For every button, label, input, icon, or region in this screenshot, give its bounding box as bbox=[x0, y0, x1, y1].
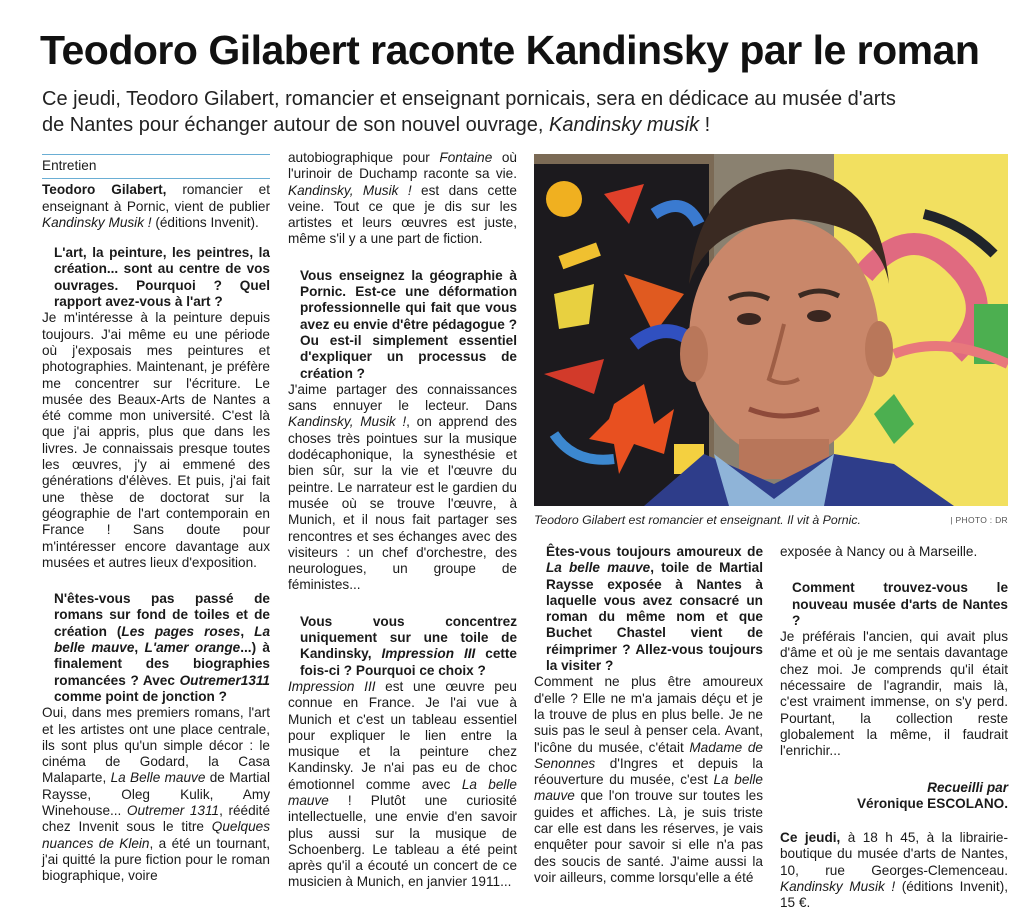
question-4 bbox=[288, 614, 517, 679]
signature bbox=[780, 780, 1008, 813]
text: , a été un tournant, j'ai quitté la pure fiction pour le roman biographique, voire bbox=[42, 835, 271, 884]
book-title: Impression III bbox=[288, 678, 376, 694]
photo-caption: Teodoro Gilabert est romancier et enseignant. Il vit à Pornic. bbox=[534, 513, 861, 527]
book-title: La belle mauve bbox=[288, 776, 517, 808]
book-title: La belle mauve bbox=[546, 560, 651, 576]
book-title: Kandinsky, Musik ! bbox=[288, 182, 412, 198]
question-6: Comment trouvez-vous le nouveau musée d'arts de Nantes ? bbox=[792, 580, 1008, 628]
answer-6: Je préférais l'ancien, qui avait plus d'âme et où je me sentais davantage chez moi. Je comprends qu'il était nécessaire de l'agrandir, mais là, c'est vraiment immense, on s'y perd. Pourtant, la collection reste globalement la même, il faudrait l'enrichir... bbox=[780, 629, 1008, 759]
text: est dans cette veine. Tout ce que je dis sur les artistes et leurs œuvres est juste, même s'il y a une part de fiction. bbox=[288, 182, 517, 247]
question-2 bbox=[42, 591, 270, 705]
book-title: Kandinsky musik bbox=[549, 114, 700, 136]
text: de Martial Raysse, Oleg Kulik, Amy Winehouse... bbox=[42, 770, 270, 818]
column-2 bbox=[288, 150, 517, 891]
text: ! Plutôt une curiosité intellectuelle, une envie d'en savoir plus aussi sur la musique de Schoenberg. Le tableau a été peint après qu'il a écouté un concert de ce musicien à Munich, en janvier 1911... bbox=[288, 792, 517, 890]
text: , bbox=[240, 623, 255, 639]
signature-name: Véronique ESCOLANO. bbox=[856, 795, 1008, 811]
standfirst-line-1: Ce jeudi, Teodoro Gilabert, romancier et enseignant pornicais, sera en dédicace au musée d'arts bbox=[42, 88, 896, 110]
answer-3 bbox=[288, 382, 517, 594]
question-5 bbox=[534, 544, 763, 674]
standfirst-text: de Nantes pour échanger autour de son nouvel ouvrage, bbox=[42, 114, 550, 136]
text: est une œuvre peu connue en France. Je l'ai vue à Munich et c'est un tableau essentiel pour expliquer le lien entre la musique et la peinture chez Kandinsky. Je n'ai pas eu de choc émotionnel comme avec bbox=[288, 678, 517, 792]
book-title: Kandinsky Musik ! bbox=[780, 879, 896, 895]
book-title: Kandinsky Musik ! bbox=[42, 214, 152, 230]
text: , on apprend des choses très pointues sur la musique dodécaphonique, la synesthésie et bien sûr, sur la vie et l'œuvre du peintre. Le narrateur est le gardien du musée où se trouve l'œuvre, à Munich, et il nous fait partager ses rencontres et ses échanges avec des visiteurs : un chef d'orchestre, des neurologues, un groupe de féministes... bbox=[288, 414, 517, 593]
answer-2-continued bbox=[288, 150, 517, 248]
book-title: La belle mauve bbox=[534, 772, 763, 804]
standfirst bbox=[42, 86, 1002, 138]
photo-credit: | PHOTO : DR bbox=[950, 515, 1008, 525]
text: Oui, dans mes premiers romans, l'art et les artistes ont une place centrale, ils sont plus qu'un simple décor : le cinéma de Godard, la Casa Malaparte, bbox=[42, 705, 270, 786]
book-title: Impression III bbox=[381, 646, 476, 662]
answer-4 bbox=[288, 679, 517, 891]
text: N'êtes-vous pas passé de romans sur fond de toiles et de création ( bbox=[54, 591, 270, 639]
event-date: Ce jeudi, bbox=[780, 830, 841, 846]
text: , réédité chez Invenit sous le titre bbox=[42, 802, 271, 835]
answer-2 bbox=[42, 705, 270, 884]
text: autobiographique pour bbox=[288, 150, 440, 165]
answer-1: Je m'intéresse à la peinture depuis toujours. J'ai même eu une période où j'exposais mes peintures et photographies. Maintenant, je préfère me concentrer sur l'écriture. Le musée des Beaux-Arts de Nantes a été comme mon université. C'est là que j'ai appris, plus que dans les livres. Je connaissais presque toutes les œuvres, j'y ai emmené des générations d'élèves. Et puis, j'ai fait une thèse de doctorat sur la géographie de l'art contemporain en France ! Sans doute pour m'intéresser encore davantage aux musées et autres lieux d'exposition. bbox=[42, 310, 270, 570]
book-title: Kandinsky, Musik ! bbox=[288, 414, 407, 430]
event-info bbox=[780, 830, 1008, 911]
text: comme point de jonction ? bbox=[54, 688, 227, 704]
text: (éditions Invenit). bbox=[151, 214, 259, 230]
text: Êtes-vous toujours amoureux de bbox=[546, 544, 763, 559]
text: d'Ingres et depuis la réouverture du musée, c'est bbox=[534, 755, 763, 788]
column-4 bbox=[780, 544, 1008, 912]
book-title: Les pages roses bbox=[121, 623, 241, 639]
text: cette fois-ci ? Pourquoi ce choix ? bbox=[300, 646, 517, 678]
text: , bbox=[134, 640, 145, 656]
author-name: Teodoro Gilabert, bbox=[42, 182, 167, 198]
text: romancier et enseignant à Pornic, vient de publier bbox=[42, 182, 271, 214]
answer-5 bbox=[534, 674, 763, 886]
text: Vous vous concentrez uniquement sur une toile de Kandinsky, bbox=[300, 613, 517, 662]
text: Comment ne plus être amoureux d'elle ? Elle ne m'a jamais déçu et je la trouve de plus en plus belle. Je ne suis pas le seul à penser cela. Avant, l'icône du musée, c'était bbox=[534, 674, 763, 755]
answer-5-continued: exposée à Nancy ou à Marseille. bbox=[780, 544, 978, 559]
standfirst-line-2 bbox=[42, 112, 1002, 138]
book-title: Quelques nuances de Klein bbox=[42, 819, 270, 851]
standfirst-text: ! bbox=[699, 114, 711, 136]
column-1 bbox=[42, 154, 270, 884]
text: J'aime partager des connaissances sans ennuyer le lecteur. Dans bbox=[288, 381, 517, 414]
signature-line: Recueilli par bbox=[927, 779, 1008, 795]
headline: Teodoro Gilabert raconte Kandinsky par le roman bbox=[40, 27, 980, 73]
book-title: Fontaine bbox=[439, 150, 493, 165]
portrait-illustration bbox=[534, 154, 1008, 506]
book-title: Outremer 1311 bbox=[126, 802, 220, 818]
text: où l'urinoir de Duchamp raconte sa vie. bbox=[288, 150, 517, 182]
question-1: L'art, la peinture, les peintres, la création... sont au centre de vos ouvrages. Pourquoi ? Quel rapport avez-vous à l'art ? bbox=[54, 245, 270, 310]
text: à 18 h 45, à la librairie-boutique du musée d'arts de Nantes, 10, rue Georges-Clemenceau. bbox=[780, 830, 1008, 878]
text: , toile de Martial Raysse exposée à Nantes à laquelle vous avez consacré un roman du même nom et que Buchet Chastel vient de réimprimer ? Allez-vous toujours la visiter ? bbox=[546, 560, 763, 674]
text: que l'on trouve sur toutes les guides et affiches. Là, je suis triste car elle est dans les réserves, je vais enquêter pour savoir si elle n'a pas des soucis de santé. J'aime aussi la voir ailleurs, comme lorsqu'elle a été bbox=[534, 788, 763, 885]
book-title: Madame de Senonnes bbox=[534, 739, 763, 771]
text: ...) à finalement des biographies romancées ? Avec bbox=[54, 640, 270, 688]
book-title: La Belle mauve bbox=[110, 770, 206, 786]
column-3 bbox=[534, 524, 763, 886]
intro-paragraph bbox=[42, 182, 270, 231]
question-3: Vous enseignez la géographie à Pornic. Est-ce une déformation professionnelle qui fait que vous avez eu envie d'être pédagogue ? Ou est-il simplement essentiel d'expliquer un processus de création ? bbox=[300, 267, 517, 381]
book-title: Outremer1311 bbox=[179, 672, 270, 688]
book-title: La belle mauve bbox=[54, 623, 271, 656]
text: (éditions Invenit), 15 €. bbox=[780, 879, 1008, 911]
portrait-photo bbox=[534, 154, 1008, 506]
book-title: L'amer orange bbox=[144, 640, 241, 656]
rubric-label: Entretien bbox=[42, 154, 270, 179]
